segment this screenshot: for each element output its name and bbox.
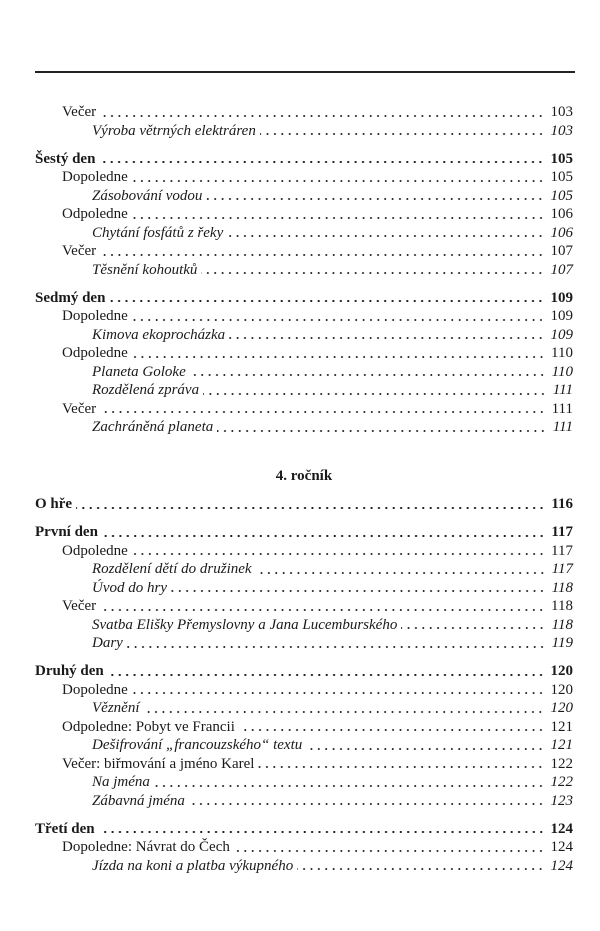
toc-part-entry	[35, 542, 573, 561]
entry-title: Zábavná jména	[92, 792, 185, 809]
toc-activity-entry	[35, 616, 573, 635]
dot-leader	[100, 115, 544, 117]
entry-title: Odpoledne	[62, 542, 128, 559]
toc-day-entry	[35, 820, 573, 839]
header-rule	[35, 71, 575, 73]
toc-activity-entry	[35, 363, 573, 382]
dot-leader	[227, 235, 544, 237]
entry-title: Večer: biřmování a jméno Karel	[62, 755, 255, 772]
page-number: 107	[550, 243, 573, 259]
page-number: 118	[551, 598, 573, 614]
page-number: 105	[550, 187, 573, 204]
page-number: 106	[550, 206, 573, 222]
entry-title: Odpoledne	[62, 206, 128, 222]
page-number: 124	[550, 857, 573, 874]
page-number: 121	[550, 737, 573, 753]
page-number: 123	[550, 792, 573, 809]
page-number: 122	[550, 774, 573, 790]
dot-leader	[132, 356, 545, 358]
toc-activity-entry	[35, 699, 573, 718]
toc-activity-entry	[35, 560, 573, 579]
page-number: 105	[550, 169, 573, 185]
toc-part-entry	[35, 718, 573, 737]
toc-group	[35, 523, 573, 653]
toc-part-entry	[35, 168, 573, 187]
toc-activity-entry	[35, 224, 573, 243]
page-number: 107	[550, 261, 573, 278]
entry-title: Kimova ekoprocházka	[92, 326, 226, 343]
dot-leader	[108, 674, 545, 676]
dot-leader	[132, 319, 545, 321]
dot-leader	[256, 572, 546, 574]
dot-leader	[260, 133, 545, 135]
dot-leader	[99, 831, 545, 833]
dot-leader	[143, 711, 544, 713]
entry-title: Dopoledne	[62, 681, 128, 698]
page-number: 110	[551, 363, 573, 380]
page-number: 120	[550, 663, 573, 679]
dot-leader	[132, 217, 545, 219]
entry-title: Večer	[62, 400, 97, 417]
toc-part-entry	[35, 205, 573, 224]
page-number: 118	[551, 579, 573, 596]
page-number: 103	[550, 104, 573, 120]
toc-part-entry	[35, 755, 573, 774]
dot-leader	[217, 430, 546, 432]
entry-title: O hře	[35, 496, 73, 512]
page-number: 103	[550, 122, 573, 139]
dot-leader	[132, 553, 545, 555]
entry-title: Dary	[92, 635, 123, 651]
dot-leader	[297, 868, 544, 870]
dot-leader	[206, 198, 544, 200]
toc-activity-entry	[35, 122, 573, 141]
entry-title: Odpoledne	[62, 345, 128, 361]
toc-part-entry	[35, 307, 573, 326]
entry-title: Svatba Elišky Přemyslovny a Jana Lucemburského	[92, 616, 398, 633]
dot-leader	[99, 161, 544, 163]
page-number: 124	[550, 820, 573, 837]
toc-section	[35, 103, 573, 437]
dot-leader	[171, 590, 546, 592]
entry-title: Večer	[62, 243, 97, 259]
toc-activity-entry	[35, 187, 573, 206]
entry-title: Úvod do hry	[92, 579, 167, 596]
toc-day-entry	[35, 289, 573, 308]
section-heading: 4. ročník	[275, 467, 333, 484]
dot-leader	[190, 374, 546, 376]
entry-title: První den	[35, 524, 98, 540]
entry-title: Odpoledne: Pobyt ve Francii	[62, 718, 235, 735]
entry-title: Třetí den	[35, 820, 95, 837]
entry-title: Rozdělení dětí do družinek	[92, 561, 252, 577]
page-number: 121	[550, 718, 573, 735]
entry-title: Věznění	[92, 700, 140, 716]
table-of-contents	[35, 103, 573, 885]
entry-title: Zachráněná planeta	[92, 419, 214, 435]
dot-leader	[201, 272, 544, 274]
toc-day-entry	[35, 495, 573, 514]
dot-leader	[76, 507, 545, 509]
page-number: 111	[551, 400, 573, 417]
entry-title: Večer	[62, 598, 97, 614]
entry-title: Šestý den	[35, 150, 96, 167]
toc-day-entry	[35, 662, 573, 681]
page-number: 120	[550, 681, 573, 698]
dot-leader	[154, 785, 545, 787]
dot-leader	[258, 766, 544, 768]
toc-activity-entry	[35, 326, 573, 345]
dot-leader	[234, 850, 545, 852]
page-number: 110	[551, 345, 573, 361]
toc-day-entry	[35, 150, 573, 169]
toc-part-entry	[35, 681, 573, 700]
toc-activity-entry	[35, 381, 573, 400]
page-number: 118	[551, 616, 573, 633]
dot-leader	[306, 748, 544, 750]
dot-leader	[132, 180, 545, 182]
dot-leader	[100, 411, 545, 413]
dot-leader	[127, 646, 546, 648]
toc-activity-entry	[35, 418, 573, 437]
page-number: 117	[551, 542, 573, 559]
toc-activity-entry	[35, 773, 573, 792]
dot-leader	[189, 803, 545, 805]
page-number: 120	[550, 700, 573, 716]
entry-title: Dopoledne	[62, 169, 128, 185]
dot-leader	[229, 337, 544, 339]
page-number: 111	[552, 419, 573, 435]
toc-part-entry	[35, 103, 573, 122]
toc-part-entry	[35, 344, 573, 363]
toc-activity-entry	[35, 857, 573, 876]
entry-title: Rozdělená zpráva	[92, 382, 200, 398]
dot-leader	[239, 729, 545, 731]
dot-leader	[132, 692, 545, 694]
toc-activity-entry	[35, 579, 573, 598]
entry-title: Výroba větrných elektráren	[92, 122, 256, 139]
toc-group	[35, 103, 573, 140]
toc-activity-entry	[35, 792, 573, 811]
page-number: 111	[552, 382, 573, 398]
page-number: 122	[550, 755, 573, 772]
entry-title: Chytání fosfátů z řeky	[92, 224, 224, 241]
toc-group	[35, 662, 573, 810]
entry-title: Večer	[62, 104, 97, 120]
entry-title: Druhý den	[35, 663, 104, 679]
dot-leader	[109, 300, 544, 302]
dot-leader	[203, 393, 547, 395]
toc-section	[35, 467, 573, 876]
toc-group	[35, 495, 573, 514]
page-number: 119	[551, 635, 573, 651]
page-number: 117	[551, 561, 573, 577]
page-number: 109	[550, 289, 573, 306]
entry-title: Jízda na koni a platba výkupného	[92, 857, 294, 874]
toc-part-entry	[35, 597, 573, 616]
entry-title: Těsnění kohoutků	[92, 261, 198, 278]
dot-leader	[100, 254, 544, 256]
entry-title: Dešifrování „francouzského“ textu	[92, 737, 303, 753]
page-number: 117	[551, 524, 573, 540]
page-number: 106	[550, 224, 573, 241]
toc-group	[35, 820, 573, 876]
entry-title: Sedmý den	[35, 289, 106, 306]
entry-title: Zásobování vodou	[92, 187, 203, 204]
toc-group	[35, 150, 573, 280]
toc-part-entry	[35, 400, 573, 419]
dot-leader	[100, 609, 545, 611]
entry-title: Dopoledne	[62, 308, 128, 324]
toc-part-entry	[35, 242, 573, 261]
entry-title: Planeta Goloke	[92, 363, 186, 380]
page-number: 105	[550, 150, 573, 167]
dot-leader	[102, 535, 545, 537]
page-number: 124	[550, 839, 573, 855]
entry-title: Dopoledne: Návrat do Čech	[62, 839, 230, 855]
toc-day-entry	[35, 523, 573, 542]
page-number: 109	[550, 308, 573, 324]
toc-activity-entry	[35, 261, 573, 280]
page-number: 109	[550, 326, 573, 343]
toc-activity-entry	[35, 634, 573, 653]
toc-group	[35, 289, 573, 437]
dot-leader	[401, 627, 545, 629]
toc-activity-entry	[35, 736, 573, 755]
entry-title: Na jména	[92, 774, 150, 790]
toc-part-entry	[35, 838, 573, 857]
page-number: 116	[551, 496, 573, 512]
